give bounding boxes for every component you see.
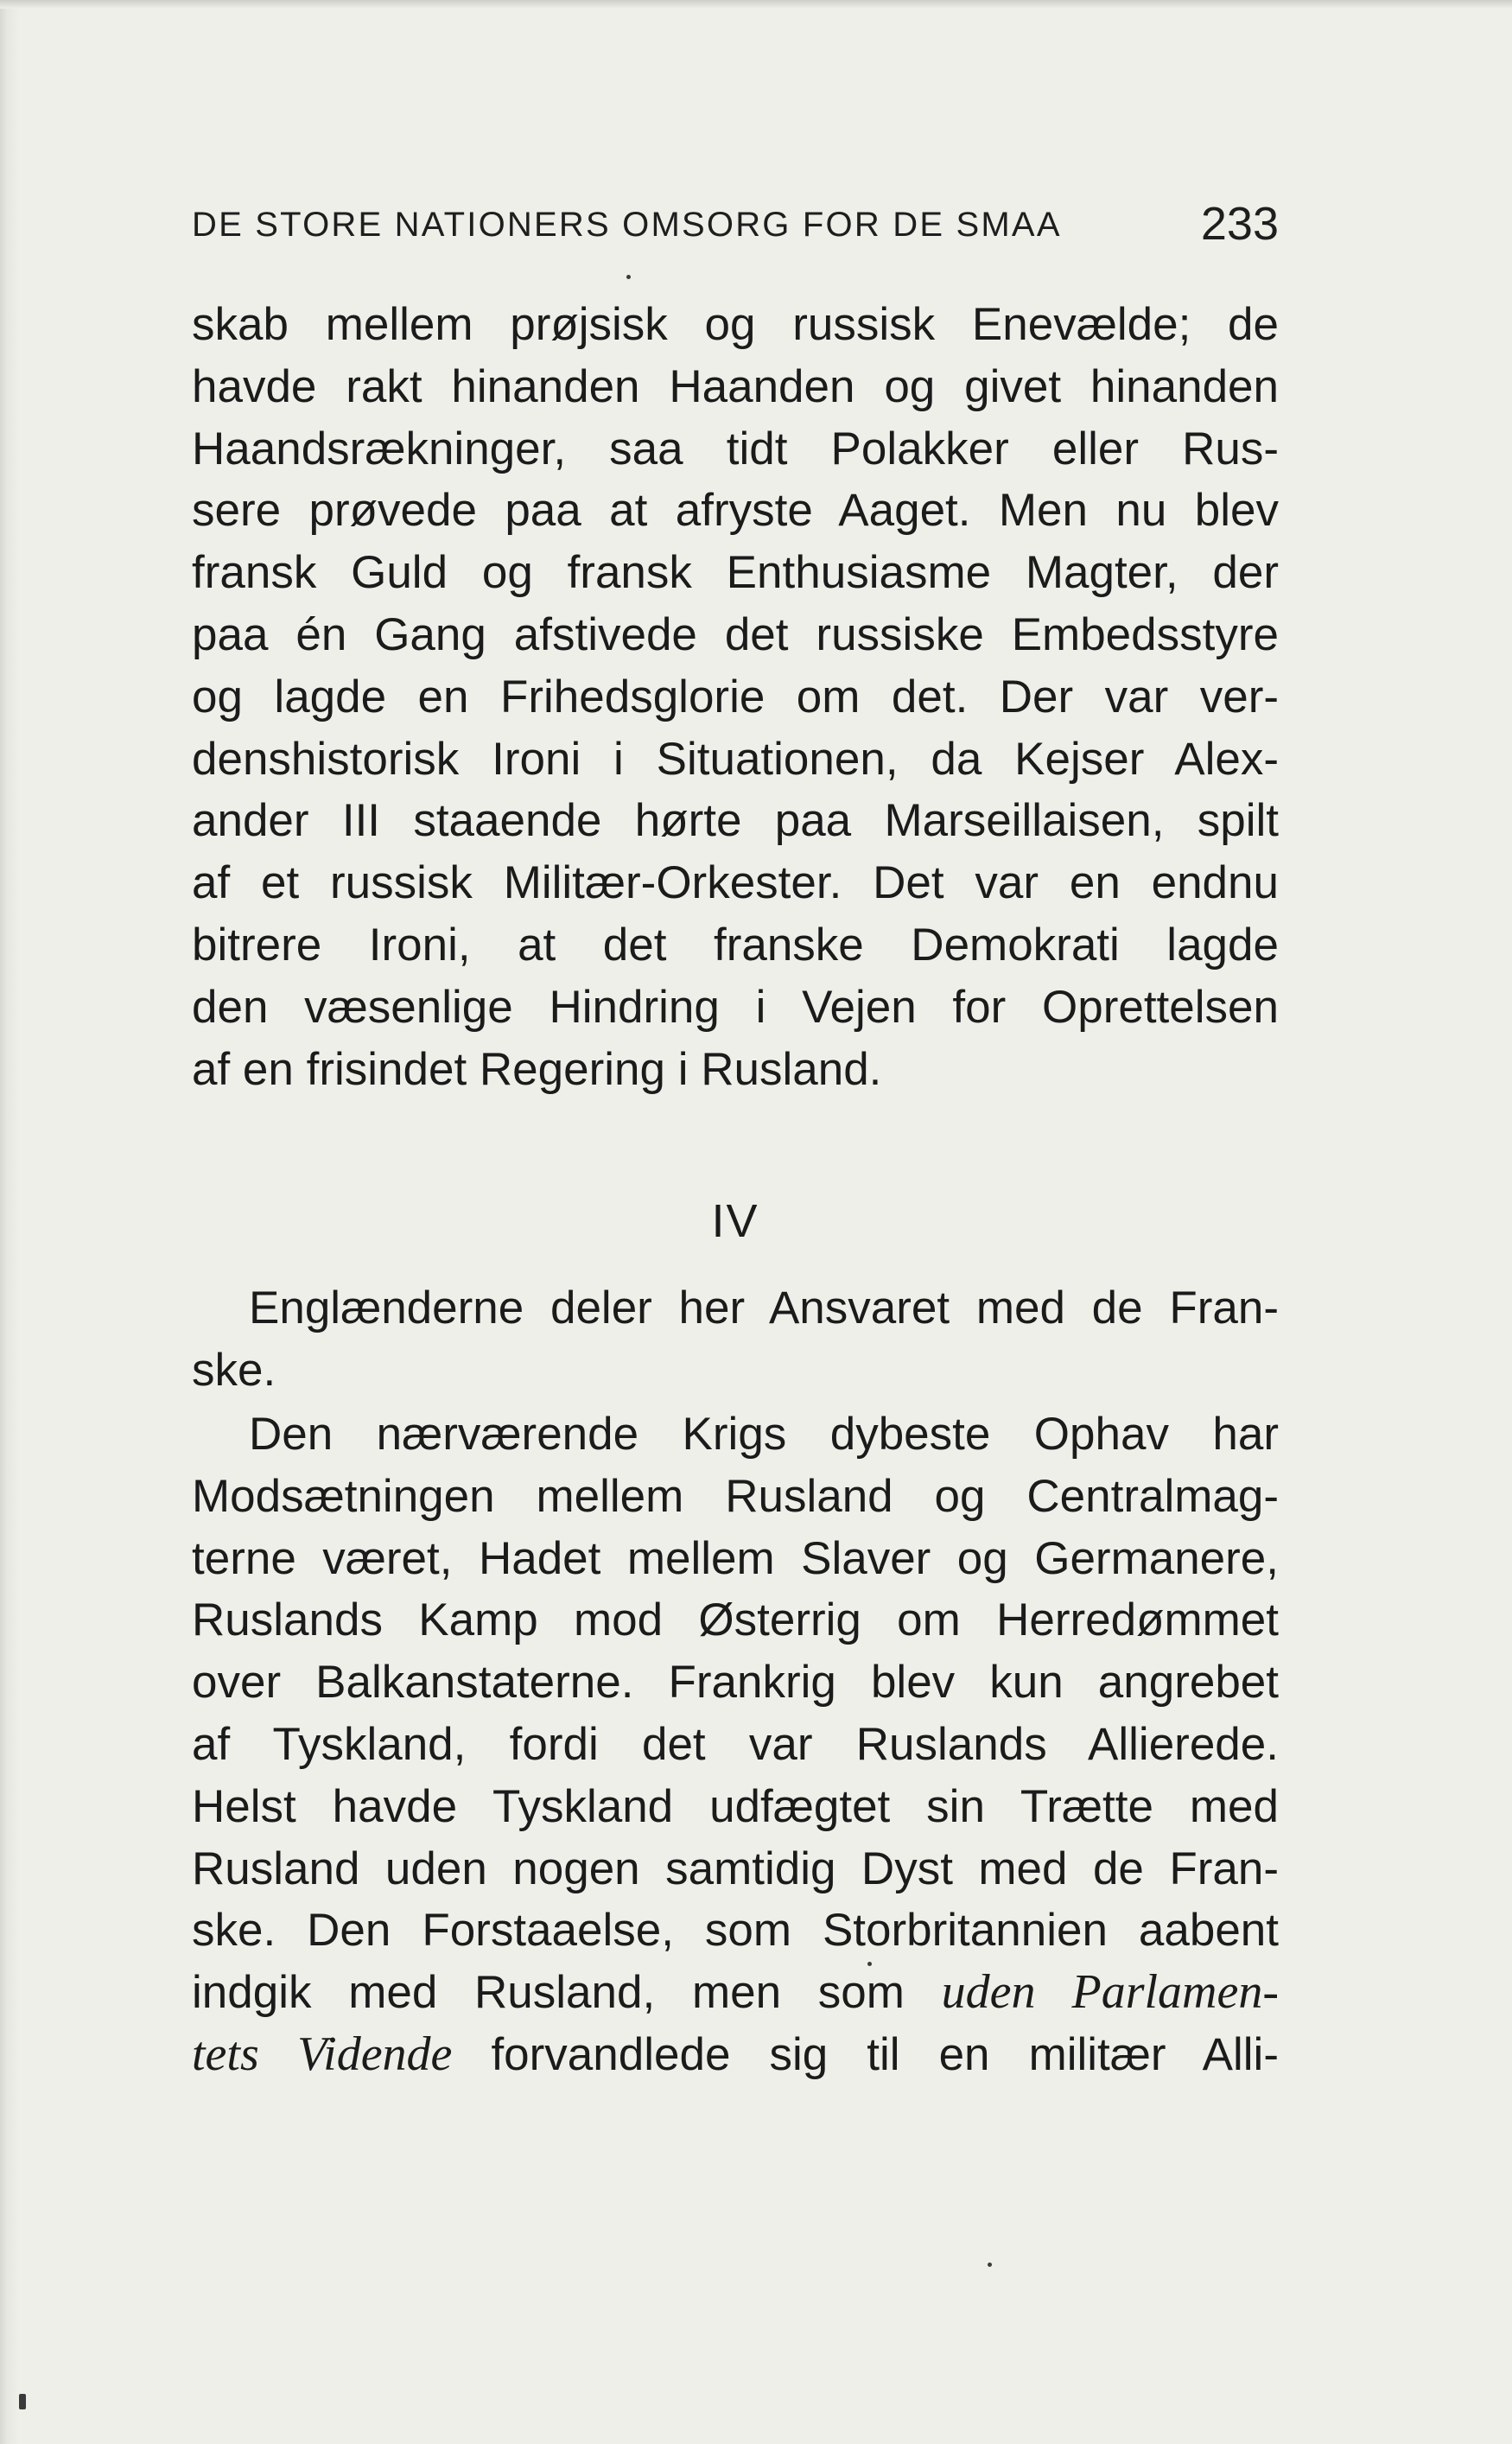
- text-line: Englænderne deler her Ansvaret med de Fran-: [249, 1282, 1279, 1333]
- text-line: og lagde en Frihedsglorie om det. Der var ver-: [192, 671, 1279, 722]
- text-segment: indgik med Rusland, men som: [192, 1967, 905, 2019]
- paragraph-1: [192, 294, 1279, 1100]
- text-line: denshistorisk Ironi i Situationen, da Kejser Alex-: [192, 733, 1279, 785]
- paper-speck: [867, 1962, 872, 1966]
- text-line: Rusland uden nogen samtidig Dyst med de Fran-: [192, 1843, 1279, 1894]
- text-line: havde rakt hinanden Haanden og givet hinanden: [192, 360, 1279, 412]
- text-line: bitrere Ironi, at det franske Demokrati lagde: [192, 919, 1279, 971]
- text-line: ske.: [192, 1344, 276, 1396]
- paper-speck: [988, 2263, 992, 2267]
- paper-speck: [626, 275, 631, 279]
- text-line: Den nærværende Krigs dybeste Ophav har: [249, 1409, 1279, 1460]
- running-title: DE STORE NATIONERS OMSORG FOR DE SMAA: [192, 206, 1062, 244]
- text-segment: forvandlede sig til en militær Alli-: [491, 2028, 1279, 2080]
- text-line: af Tyskland, fordi det var Ruslands Allierede.: [192, 1718, 1279, 1770]
- text-line: den væsenlige Hindring i Vejen for Oprettelsen: [192, 981, 1279, 1033]
- page-left-edge: [0, 0, 19, 2444]
- text-line: af en frisindet Regering i Rusland.: [192, 1043, 882, 1095]
- paper-mark: [19, 2394, 26, 2409]
- page-number: 233: [1200, 198, 1279, 250]
- text-line: over Balkanstaterne. Frankrig blev kun angrebet: [192, 1657, 1279, 1709]
- text-line-mixed: [192, 2024, 1279, 2086]
- text-line: ske. Den Forstaaelse, som Storbritannien aabent: [192, 1905, 1279, 1957]
- page-top-edge: [0, 0, 1512, 9]
- text-line: Helst havde Tyskland udfægtet sin Trætte med: [192, 1780, 1279, 1832]
- text-line: paa én Gang afstivede det russiske Embedsstyre: [192, 608, 1279, 660]
- text-line: terne været, Hadet mellem Slaver og Germanere,: [192, 1532, 1279, 1584]
- text-line: Ruslands Kamp mod Østerrig om Herredømmet: [192, 1594, 1279, 1646]
- text-line: af et russisk Militær-Orkester. Det var en endnu: [192, 857, 1279, 909]
- section-numeral: IV: [711, 1195, 759, 1247]
- text-line: ander III staaende hørte paa Marseillaisen, spilt: [192, 795, 1279, 847]
- text-line: Haandsrækninger, saa tidt Polakker eller Rus-: [192, 423, 1279, 474]
- text-line-mixed: [192, 1962, 1279, 2024]
- paragraph-3: [192, 1403, 1279, 2086]
- running-head: [192, 197, 1279, 249]
- text-line: Modsætningen mellem Rusland og Centralmag-: [192, 1470, 1279, 1522]
- text-line: skab mellem prøjsisk og russisk Enevælde; de: [192, 299, 1279, 350]
- italic-text: uden Parlamen-: [941, 1965, 1280, 2020]
- text-line: fransk Guld og fransk Enthusiasme Magter, der: [192, 547, 1279, 599]
- italic-text: tets Vidende: [192, 2027, 453, 2081]
- paragraph-2: [192, 1277, 1279, 1402]
- text-line: sere prøvede paa at afryste Aaget. Men nu blev: [192, 485, 1279, 537]
